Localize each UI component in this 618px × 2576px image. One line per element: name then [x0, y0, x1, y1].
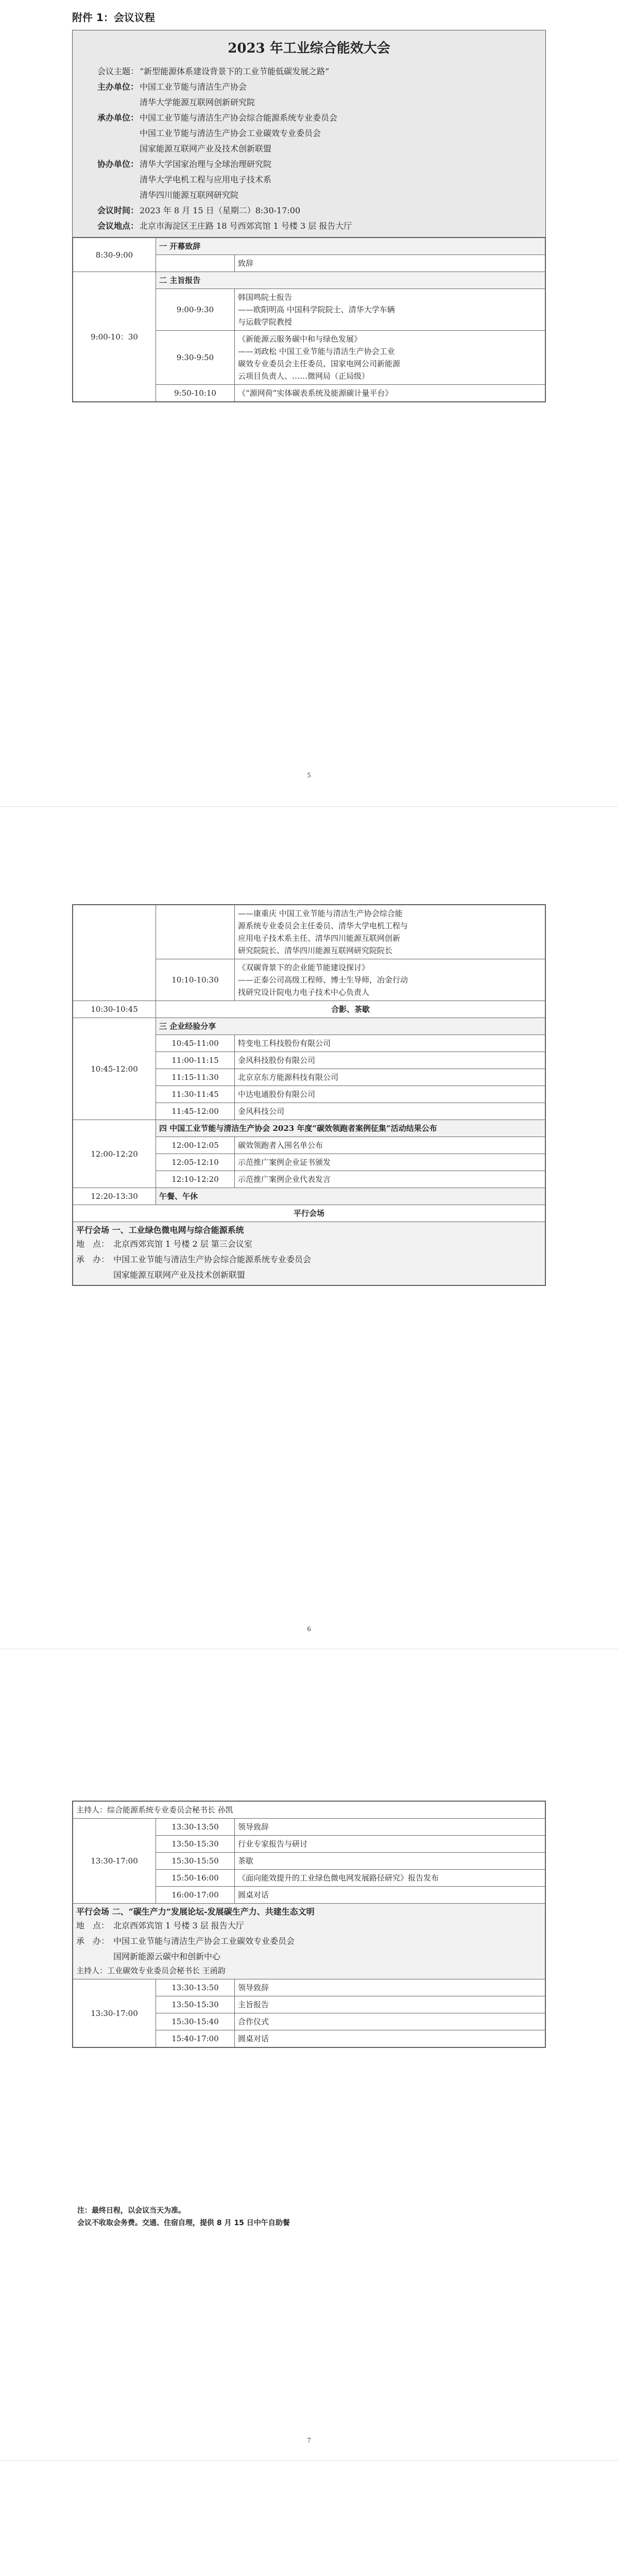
agenda-note-1: 注：最终日程，以会议当天为准。 [77, 2207, 185, 2215]
agenda-frame-2 [72, 904, 546, 1286]
table-row: 16:00-17:00 圆桌对话 [73, 1887, 545, 1904]
table-row: 9:00-10：30 二 主旨报告 [73, 272, 545, 289]
table-row: 平行会场 [73, 1205, 545, 1222]
table-row: 9:50-10:10 《“源网荷”实体碳表系统及能源碳计量平台》 [73, 385, 545, 402]
document-page-2 [0, 811, 618, 1646]
page-separator [0, 806, 618, 807]
table-row: 15:50-16:00 《面向能效提升的工业绿色微电网发展路径研究》报告发布 [73, 1870, 545, 1887]
meta-time: 会议时间： 2023 年 8 月 15 日（星期二）8:30-17:00 [97, 206, 301, 215]
table-row: 10:10-10:30 《双碳背景下的企业能节能建设探讨》 ——正泰公司高级工程师、博士生导师，冶金行动 找研究设计院电力电子技术中心负责人 [73, 959, 545, 1001]
table-row: 9:30-9:50 《新能源云服务碳中和与绿色发展》 ——刘政松 中国工业节能与清洁生产协会工业 碳效专业委员会主任委员、国家电网公司新能源 云项目负责人、……微网局（正局级） [73, 331, 545, 385]
table-row: 平行会场 二、“碳生产力”发展论坛-发展碳生产力、共建生态文明 地 点： 北京西郊宾馆 1 号楼 3 层 报告大厅 承 办： 中国工业节能与清洁生产协会工业碳效专业委员会 国网新能源云碳中和创新中心 主持人：工业碳效专业委员会秘书长 王函韵 [73, 1904, 545, 1979]
agenda-table-2 [73, 905, 545, 1285]
table-row: 15:30-15:50 茶歇 [73, 1853, 545, 1870]
page-separator [0, 2460, 618, 2461]
document-page-4 [0, 2465, 618, 2576]
page-number-3: 7 [307, 2437, 311, 2445]
table-row: 10:45-11:00 特变电工科技股份有限公司 [73, 1035, 545, 1052]
table-row: 13:30-17:00 13:30-13:50 领导致辞 [73, 1819, 545, 1836]
meta-venue: 会议地点： 北京市海淀区王庄路 18 号西郊宾馆 1 号楼 3 层 报告大厅 [97, 221, 352, 231]
table-row: ——康重庆 中国工业节能与清洁生产协会综合能 源系统专业委员会主任委员、清华大学电机工程与 应用电子技术系主任、清华四川能源互联网创新 研究院院长、清华四川能源互联网研究院院长 [73, 905, 545, 959]
agenda-note-2: 会议不收取会务费。交通、住宿自理，提供 8 月 15 日中午自助餐 [77, 2219, 290, 2227]
table-row: 13:50-15:30 主旨报告 [73, 1996, 545, 2013]
agenda-table-1 [73, 238, 545, 402]
table-row: 12:05-12:10 示范推广案例企业证书颁发 [73, 1154, 545, 1171]
table-row: 10:30-10:45 合影、茶歇 [73, 1001, 545, 1018]
table-row: 12:20-13:30 午餐、午休 [73, 1188, 545, 1205]
table-row: 9:00-9:30 韩国鸣院士报告 ——欧阳明高 中国科学院院士、清华大学车辆 与运载学院教授 [73, 289, 545, 331]
table-row: 主持人：综合能源系统专业委员会秘书长 孙凯 [73, 1802, 545, 1819]
table-row: 15:30-15:40 合作仪式 [73, 2013, 545, 2030]
table-row: 12:00-12:05 碳效领跑者入围名单公布 [73, 1137, 545, 1154]
table-row: 11:00-11:15 金风科技股份有限公司 [73, 1052, 545, 1069]
table-row: 12:10-12:20 示范推广案例企业代表发言 [73, 1171, 545, 1188]
table-row: 8:30-9:00 一 开幕致辞 [73, 238, 545, 255]
meta-theme: 会议主题： “新型能源体系建设背景下的工业节能低碳发展之路” [97, 66, 330, 76]
table-row: 11:45-12:00 金风科技公司 [73, 1103, 545, 1120]
meta-coorganizer: 协办单位： 清华大学国家治理与全球治理研究院 清华大学电机工程与应用电子技术系 清华四川能源互联网研究院 [97, 159, 272, 200]
table-row: 12:00-12:20 四 中国工业节能与清洁生产协会 2023 年度“碳效领跑者案例征集”活动结果公布 [73, 1120, 545, 1137]
document-page-3 [0, 1654, 618, 2458]
table-row: 13:50-15:30 行业专家报告与研讨 [73, 1836, 545, 1853]
table-row: 13:30-17:00 13:30-13:50 领导致辞 [73, 1979, 545, 1996]
table-row: 15:40-17:00 圆桌对话 [73, 2030, 545, 2047]
meta-organizer: 主办单位： 中国工业节能与清洁生产协会 清华大学能源互联网创新研究院 [97, 82, 255, 107]
table-row: 11:15-11:30 北京京东方能源科技有限公司 [73, 1069, 545, 1086]
page-number-2: 6 [307, 1625, 311, 1633]
agenda-frame-3 [72, 1801, 546, 2048]
page-number-1: 5 [307, 772, 311, 779]
conference-meta [73, 30, 545, 238]
conference-title: 2023 年工业综合能效大会 [228, 41, 390, 56]
table-row: 平行会场 一、工业绿色微电网与综合能源系统 地 点： 北京西郊宾馆 1 号楼 2 层 第三会议室 承 办： 中国工业节能与清洁生产协会综合能源系统专业委员会 国家能源互联网产业及技术创新联盟 [73, 1222, 545, 1285]
meta-undertaker: 承办单位： 中国工业节能与清洁生产协会综合能源系统专业委员会 中国工业节能与清洁生产协会工业碳效专业委员会 国家能源互联网产业及技术创新联盟 [97, 113, 338, 154]
agenda-table-3 [73, 1801, 545, 2047]
table-row: 11:30-11:45 中达电通股份有限公司 [73, 1086, 545, 1103]
table-row: 10:45-12:00 三 企业经验分享 [73, 1018, 545, 1035]
table-row: 致辞 [73, 255, 545, 272]
annex1-title: 附件 1：会议议程 [72, 11, 155, 24]
document-page-1 [0, 0, 618, 804]
agenda-frame-1 [72, 30, 546, 402]
